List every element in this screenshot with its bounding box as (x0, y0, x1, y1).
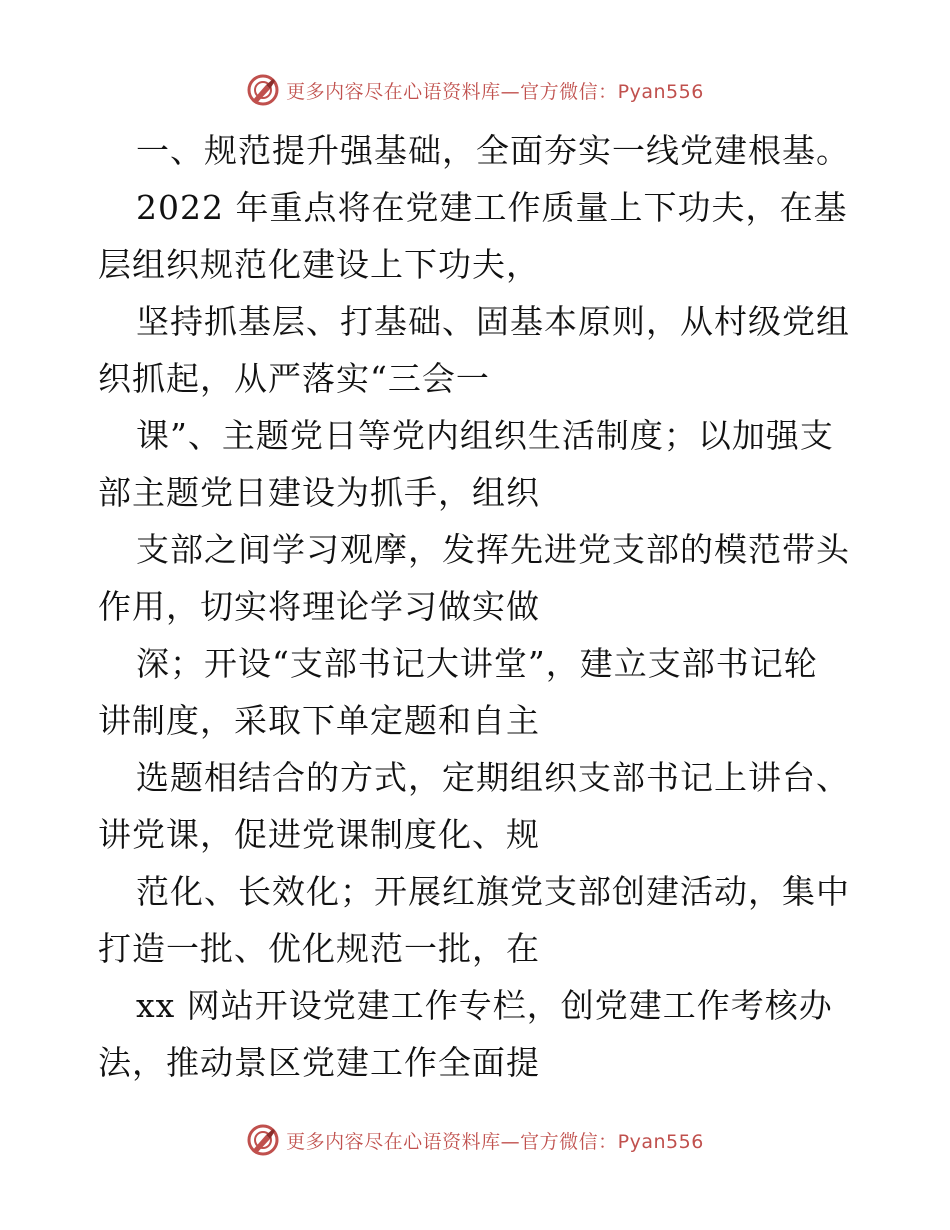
text-line: 选题相结合的方式，定期组织支部书记上讲台、 (136, 758, 850, 797)
text-line: 打造一批、优化规范一批，在 (98, 929, 540, 968)
text-line: 坚持抓基层、打基础、固基本原则，从村级党组 (136, 302, 850, 341)
header-watermark (0, 70, 950, 110)
text-line: 织抓起，从严落实“三会一 (98, 359, 490, 398)
text-line: 法，推动景区党建工作全面提 (98, 1043, 540, 1082)
brand-logo-icon (246, 1123, 280, 1157)
brand-logo-icon (246, 73, 280, 107)
text-line: xx 网站开设党建工作专栏，创党建工作考核办 (136, 986, 833, 1025)
text-line: 一、规范提升强基础，全面夯实一线党建根基。 (136, 131, 850, 170)
text-line: 深；开设“支部书记大讲堂”，建立支部书记轮 (136, 644, 818, 683)
text-line: 层组织规范化建设上下功夫， (98, 245, 540, 284)
footer-watermark (0, 1120, 950, 1160)
document-body (98, 122, 858, 1091)
text-line: 课”、主题党日等党内组织生活制度；以加强支 (136, 416, 834, 455)
text-line: 2022 年重点将在党建工作质量上下功夫，在基 (136, 188, 848, 227)
watermark-text: 更多内容尽在心语资料库—官方微信：Pyan556 (286, 1130, 704, 1153)
text-line: 范化、长效化；开展红旗党支部创建活动，集中 (136, 872, 850, 911)
text-line: 支部之间学习观摩，发挥先进党支部的模范带头 (136, 530, 850, 569)
text-line: 讲制度，采取下单定题和自主 (98, 701, 540, 740)
text-line: 部主题党日建设为抓手，组织 (98, 473, 540, 512)
text-line: 讲党课，促进党课制度化、规 (98, 815, 540, 854)
watermark-text: 更多内容尽在心语资料库—官方微信：Pyan556 (286, 80, 704, 103)
text-line: 作用，切实将理论学习做实做 (98, 587, 540, 626)
